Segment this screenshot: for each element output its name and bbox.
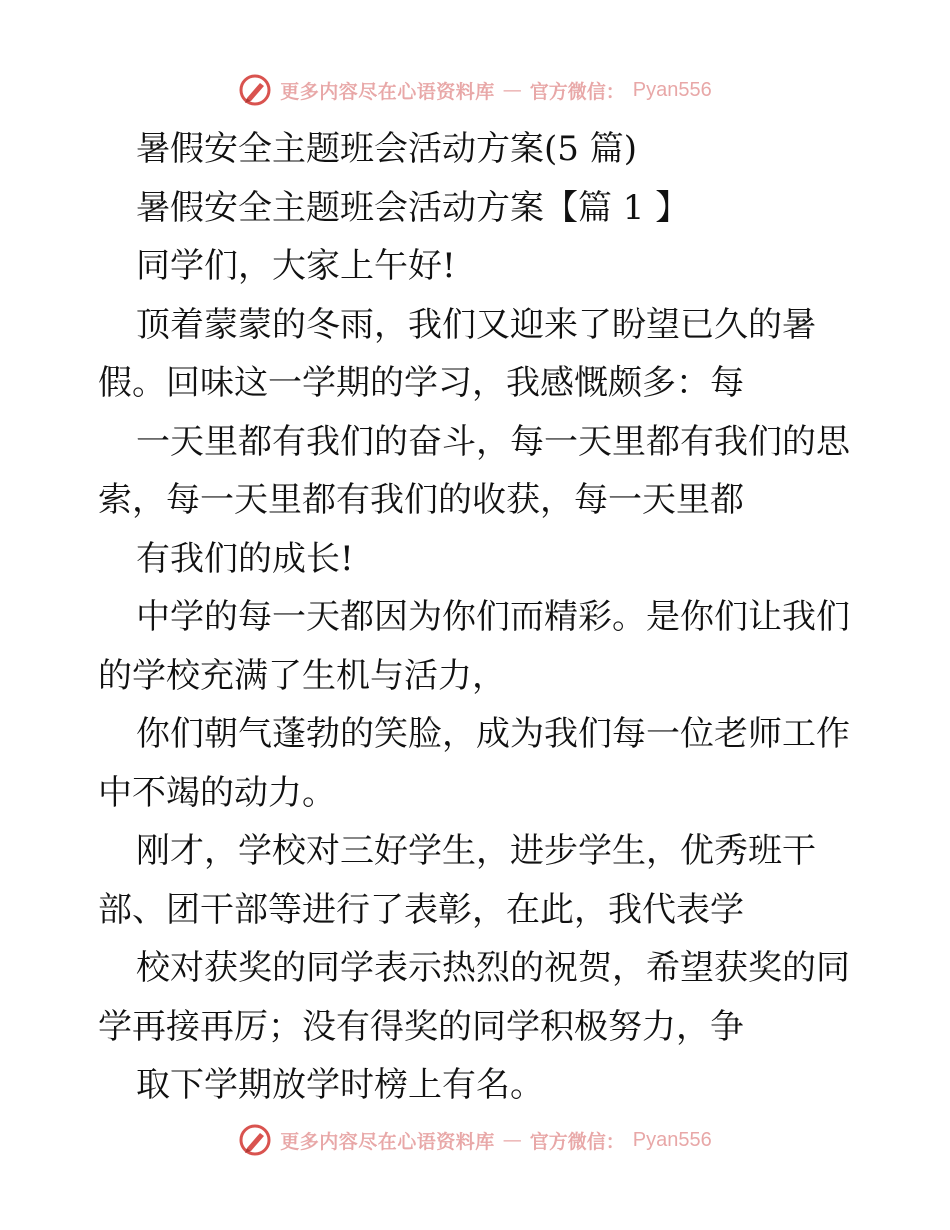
watermark-brand [238, 1123, 712, 1157]
watermark-id: Pyan556 [632, 1128, 712, 1151]
text-line: 部、团干部等进行了表彰，在此，我代表学 [98, 889, 744, 930]
text-line: 顶着蒙蒙的冬雨，我们又迎来了盼望已久的暑 [136, 304, 816, 345]
watermark-text: 更多内容尽在心语资料库 [280, 1130, 495, 1153]
text-line: 假。回味这一学期的学习，我感慨颇多：每 [98, 363, 744, 403]
watermark-separator: — [502, 79, 522, 101]
text-line: 有我们的成长! [136, 538, 354, 579]
watermark-id: Pyan556 [632, 78, 712, 101]
text-line: 取下学期放学时榜上有名。 [136, 1065, 544, 1105]
text-line: 的学校充满了生机与活力， [98, 655, 506, 696]
section-heading: 暑假安全主题班会活动方案【篇 1 】 [136, 187, 690, 228]
watermark-label: 官方微信： [529, 80, 625, 103]
text-line: 刚才，学校对三好学生，进步学生，优秀班干 [136, 831, 816, 871]
watermark-header [0, 70, 950, 110]
text-line: 同学们，大家上午好! [136, 246, 456, 286]
watermark-separator: — [502, 1129, 522, 1151]
text-line: 索，每一天里都有我们的收获，每一天里都 [98, 480, 744, 520]
text-line: 你们朝气蓬勃的笑脸，成为我们每一位老师工作 [136, 714, 850, 754]
watermark-text: 更多内容尽在心语资料库 [280, 80, 495, 103]
text-line: 中学的每一天都因为你们而精彩。是你们让我们 [136, 597, 850, 637]
pen-logo-icon [238, 1123, 272, 1157]
watermark-brand [238, 73, 712, 107]
text-line: 一天里都有我们的奋斗，每一天里都有我们的思 [136, 421, 850, 462]
text-line: 校对获奖的同学表示热烈的祝贺，希望获奖的同 [136, 948, 850, 988]
text-line: 中不竭的动力。 [98, 772, 336, 813]
document-title: 暑假安全主题班会活动方案(5 篇) [136, 129, 637, 169]
document-body [98, 120, 858, 1115]
pen-logo-icon [238, 73, 272, 107]
watermark-label: 官方微信： [529, 1130, 625, 1153]
text-line: 学再接再厉；没有得奖的同学积极努力，争 [98, 1006, 744, 1047]
watermark-footer [0, 1120, 950, 1160]
